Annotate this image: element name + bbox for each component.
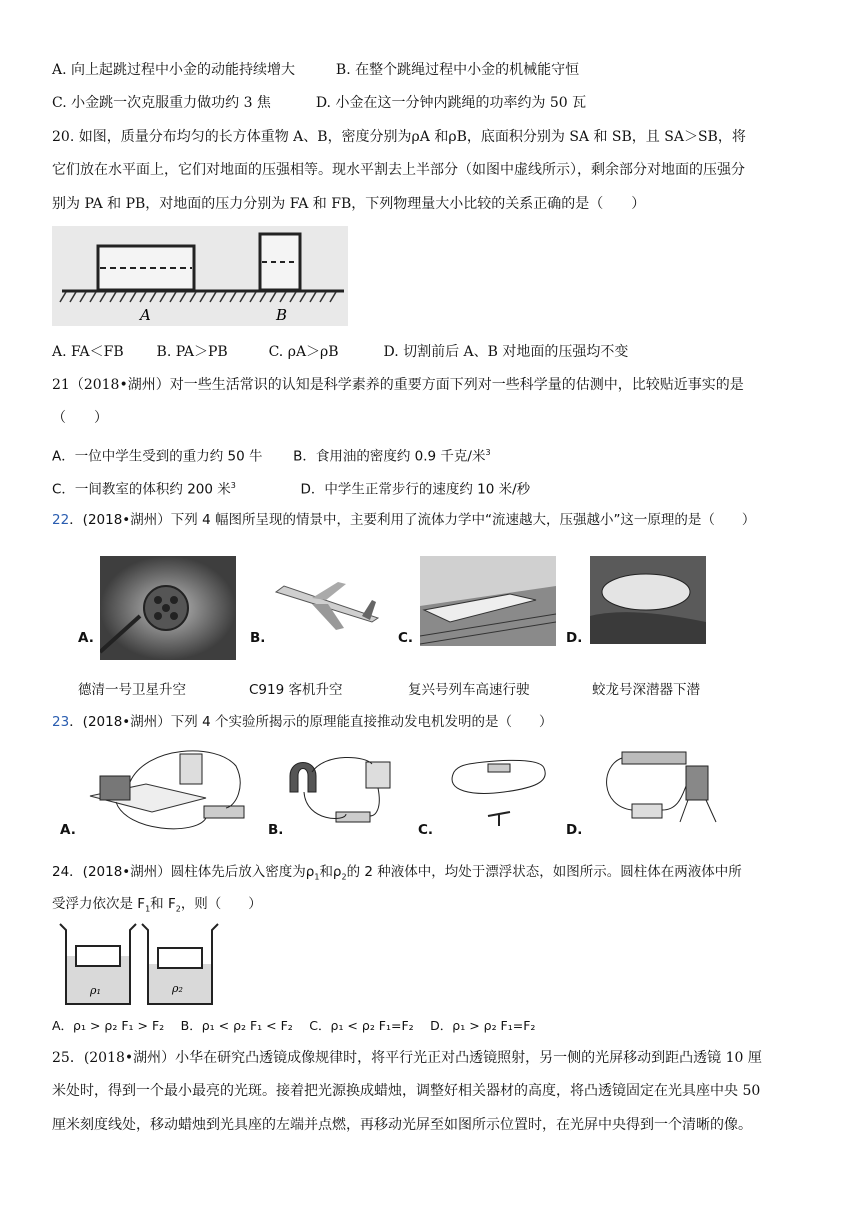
q22-label-d: D. (566, 630, 583, 646)
subscript-2: 2 (175, 904, 181, 914)
q23-experiment-d (592, 746, 730, 832)
beaker-1 (60, 924, 136, 1004)
train-image (420, 556, 556, 646)
superscript-3: 3 (485, 448, 491, 457)
q23-text: ．(2018•湖州）下列 4 个实验所揭示的原理能直接推动发电机发明的是（ ） (69, 714, 553, 730)
q21-stem-line1: 21（2018•湖州）对一些生活常识的认知是科学素养的重要方面下列对一些科学量的估测中，比较贴近事实的是 (52, 377, 744, 393)
q22-label-b: B. (250, 630, 266, 646)
q23-stem (52, 712, 552, 732)
subscript-1: 1 (145, 904, 151, 914)
q24-beakers-figure (56, 920, 226, 1010)
q22-caption-c: 复兴号列车高速行驶 (408, 682, 530, 698)
q20-stem-line1: 20. 如图，质量分布均匀的长方体重物 A、B，密度分别为ρA 和ρB，底面积分别为 SA 和 SB，且 SA＞SB，将 (52, 129, 746, 145)
q23-label-a: A. (60, 822, 76, 838)
q23-label-c: C. (418, 822, 434, 838)
q24-stem-line2 (52, 894, 262, 920)
q21-option-c: C．一间教室的体积约 200 米 (52, 481, 231, 498)
q20-option-d: D. 切割前后 A、B 对地面的压强均不变 (383, 344, 629, 360)
q20-stem-line3: 别为 PA 和 PB，对地面的压力分别为 FA 和 FB，下列物理量大小比较的关系正确的是（ ） (52, 196, 646, 212)
q23-label-b: B. (268, 822, 284, 838)
q24-text-part: 和 F (150, 896, 176, 912)
q21-option-b: B．食用油的密度约 0.9 千克/米 (293, 448, 486, 465)
q22-number: 22 (52, 512, 70, 528)
q24-text-part: 受浮力依次是 F (52, 896, 146, 912)
q24-text-part: 24．(2018•湖州）圆柱体先后放入密度为ρ (52, 864, 315, 880)
q24-text-part: 的 2 种液体中，均处于漂浮状态，如图所示。圆柱体在两液体中所 (346, 864, 742, 880)
q23-experiment-a (86, 746, 250, 832)
submersible-image (590, 556, 706, 644)
q21-option-a: A．一位中学生受到的重力约 50 牛 (52, 448, 263, 465)
superscript-3: 3 (230, 481, 236, 490)
q24-text-part: ，则（ ） (180, 896, 262, 912)
beaker-2 (142, 924, 218, 1004)
airplane-image (272, 570, 382, 642)
q22-stem (52, 510, 755, 530)
q21-options-row1 (52, 443, 491, 467)
q19-options-row2 (52, 93, 586, 113)
q22-label-c: C. (398, 630, 414, 646)
cylinder-1 (76, 946, 120, 966)
subscript-2: 2 (341, 872, 347, 882)
q22-text: ．(2018•湖州）下列 4 幅图所呈现的情景中，主要利用了流体力学中“流速越大，压强越小”这一原理的是（ ） (69, 512, 756, 528)
q24-options: A．ρ₁ > ρ₂ F₁ > F₂ B．ρ₁ < ρ₂ F₁ < F₂ C．ρ₁ < ρ₂ F₁=F₂ D．ρ₁ > ρ₂ F₁=F₂ (52, 1018, 536, 1033)
rho2-label: ρ₂ (172, 982, 183, 995)
figure-background (52, 226, 348, 326)
q19-options-row1 (52, 60, 579, 80)
q25-stem-line3: 厘米刻度线处，移动蜡烛到光具座的左端并点燃，再移动光屏至如图所示位置时，在光屏中央得到一个清晰的像。 (52, 1117, 752, 1133)
q22-caption-b: C919 客机升空 (249, 682, 343, 698)
q20-option-a: A. FA＜FB (52, 344, 124, 360)
q23-experiment-b (286, 752, 396, 828)
q22-label-a: A. (78, 630, 94, 646)
q24-stem-line1 (52, 862, 742, 888)
q19-option-c: C. 小金跳一次克服重力做功约 3 焦 (52, 95, 271, 111)
q22-caption-a: 德清一号卫星升空 (78, 682, 186, 698)
q25-stem-line1: 25．(2018•湖州）小华在研究凸透镜成像规律时，将平行光正对凸透镜照射，另一侧的光屏移动到距凸透镜 10 厘 (52, 1050, 762, 1066)
q23-experiment-c (444, 752, 554, 828)
q19-option-d: D. 小金在这一分钟内跳绳的功率约为 50 瓦 (315, 95, 587, 111)
q20-option-b: B. PA＞PB (156, 344, 228, 360)
q24-text-part: 和ρ (319, 864, 342, 880)
cylinder-2 (158, 948, 202, 968)
q21-option-d: D．中学生正常步行的速度约 10 米/秒 (300, 481, 531, 498)
q22-caption-d: 蛟龙号深潜器下潜 (592, 682, 700, 698)
q21-options-row2 (52, 476, 530, 500)
q23-label-d: D. (566, 822, 583, 838)
q21-stem-line2: （ ） (52, 410, 108, 426)
q19-option-a: A. 向上起跳过程中小金的动能持续增大 (52, 62, 296, 78)
rho1-label: ρ₁ (90, 984, 101, 997)
label-b: B (276, 306, 288, 324)
satellite-launch-image (100, 556, 236, 660)
q20-option-c: C. ρA＞ρB (268, 344, 339, 360)
q19-option-b: B. 在整个跳绳过程中小金的机械能守恒 (335, 62, 580, 78)
q20-stem-line2: 它们放在水平面上，它们对地面的压强相等。现水平割去上半部分（如图中虚线所示），剩余部分对地面的压强分 (52, 162, 745, 178)
label-a: A (140, 306, 151, 324)
subscript-1: 1 (314, 872, 320, 882)
q20-options (52, 342, 628, 362)
q25-stem-line2: 米处时，得到一个最小最亮的光斑。接着把光源换成蜡烛，调整好相关器材的高度，将凸透镜固定在光具座中央 50 (52, 1083, 761, 1099)
q23-number: 23 (52, 714, 70, 730)
q20-blocks-figure (52, 226, 348, 326)
